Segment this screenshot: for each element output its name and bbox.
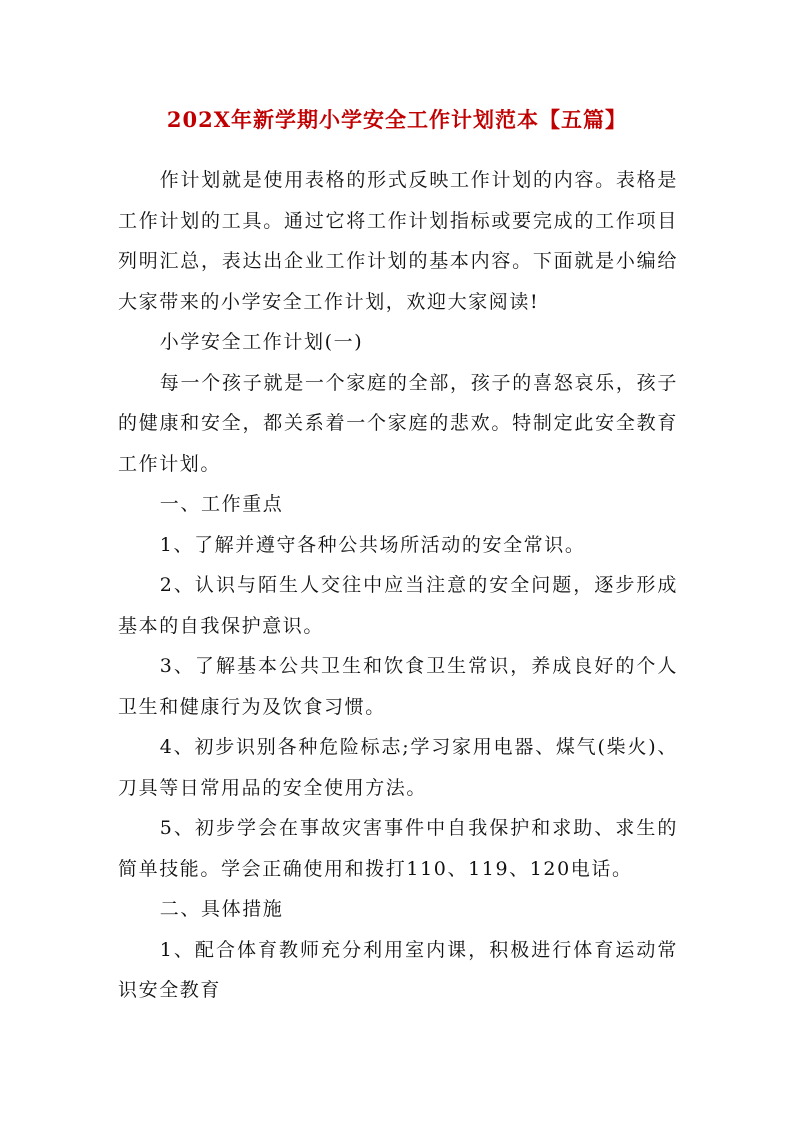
plan-one-intro: 每一个孩子就是一个家庭的全部，孩子的喜怒哀乐，孩子的健康和安全，都关系着一个家庭的悲欢。特制定此安全教育工作计划。 [118,371,678,475]
focus-item-3: 3、了解基本公共卫生和饮食卫生常识，养成良好的个人卫生和健康行为及饮食习惯。 [118,655,678,718]
focus-item-2: 2、认识与陌生人交往中应当注意的安全问题，逐步形成基本的自我保护意识。 [118,574,678,637]
document-body [118,160,678,1011]
focus-item-5: 5、初步学会在事故灾害事件中自我保护和求助、求生的简单技能。学会正确使用和拨打110、119、120电话。 [118,817,678,880]
section-heading-focus: 一、工作重点 [159,493,284,515]
section-heading-measures: 二、具体措施 [159,898,284,920]
document-title: 202X年新学期小学安全工作计划范本【五篇】 [166,107,628,132]
plan-one-heading: 小学安全工作计划(一) [159,331,364,353]
focus-item-1: 1、了解并遵守各种公共场所活动的安全常识。 [159,533,586,556]
focus-item-4: 4、初步识别各种危险标志;学习家用电器、煤气(柴火)、刀具等日常用品的安全使用方法。 [118,736,678,799]
measure-item-1: 1、配合体育教师充分利用室内课，积极进行体育运动常识安全教育 [118,938,678,1001]
intro-paragraph: 作计划就是使用表格的形式反映工作计划的内容。表格是工作计划的工具。通过它将工作计划指标或要完成的工作项目列明汇总，表达出企业工作计划的基本内容。下面就是小编给大家带来的小学安全工作计划，欢迎大家阅读! [118,169,678,313]
